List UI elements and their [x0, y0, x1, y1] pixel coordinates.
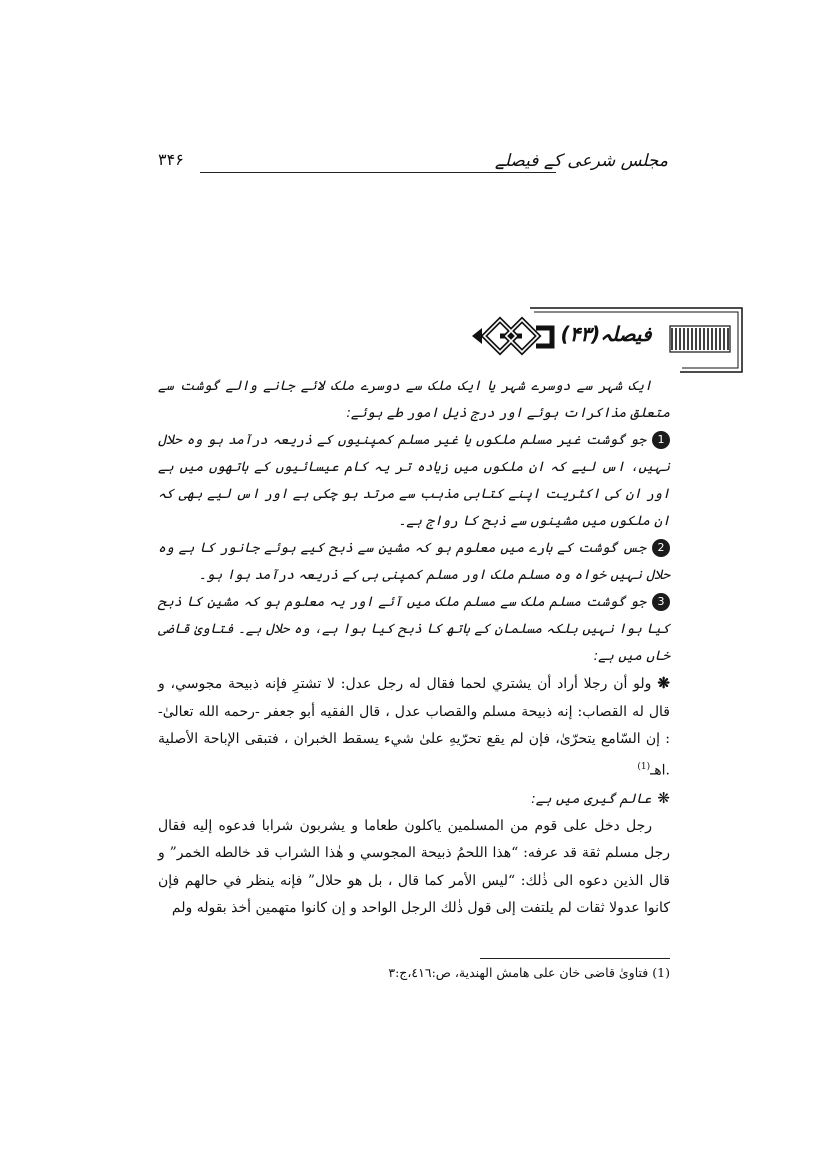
- point-2-text: جس گوشت کے بارے میں معلوم ہو کہ مشین سے ذبح کیے ہوئے جانور کا ہے وہ حلال نہیں خواہ وہ مسلم ملک اور مسلم کمپنی ہی کے ذریعہ درآمد ہوا ہو۔: [158, 540, 670, 583]
- decision-heading: فیصلہ(۴۳): [560, 322, 652, 346]
- alamgiri-label-text: عالم گیری میں ہے:: [531, 790, 652, 807]
- quote-qazi-khan-text: ولو أن رجلا أراد أن يشتري لحما فقال له رجل عدل: لا تشترِ فإنه ذبيحة مجوسي، و قال له القصاب: إنه ذبيحة مسلم والقصاب عدل ، قال الفقيه أبو جعفر -رحمه الله تعالىٰ- : إن السّامع يتحرّىٰ، فإن لم يقع تحرّيهِ علىٰ شيء يسقط الخبران ، فتبقى الإباحة الأصلية .اهـ: [158, 676, 670, 779]
- asterism-icon: ❋: [657, 674, 670, 692]
- page-body: [158, 373, 670, 923]
- quote-alamgiri: رجل دخل على قوم من المسلمين ياكلون طعاما و يشربون شرابا فدعوه إليه فقال رجل مسلم ثقة قد عرفه: “هذا اللحمُ ذبيحة المجوسي و هٰذا الشراب قد خالطه الخمر” و قال الذين دعوه الى ذٰلك: “ليس الأمر كما قال ، بل هو حلال” فإنه ينظر في حالهم فإن كانوا عدولا ثقات لم يلتفت إلى قول ذٰلك الرجل الواحد و إن كانوا متهمين أخذ بقوله ولم: [158, 817, 670, 917]
- point-number-badge: 1: [652, 431, 670, 449]
- book-title: مجلس شرعی کے فیصلے: [494, 151, 668, 171]
- footnote: [158, 962, 670, 984]
- header-rule: [200, 172, 556, 173]
- footnote-divider: [480, 958, 670, 959]
- section-banner: [470, 306, 744, 374]
- point-2: [158, 535, 670, 589]
- running-header: [158, 148, 668, 180]
- quote-qazi-khan: [158, 670, 670, 785]
- alamgiri-label: [158, 785, 670, 813]
- page-number: ۳۴۶: [158, 150, 184, 169]
- point-1-text: جو گوشت غیر مسلم ملکوں یا غیر مسلم کمپنیوں کے ذریعہ درآمد ہو وہ حلال نہیں، اس لیے کہ ان ملکوں میں زیادہ تر یہ کام عیسائیوں کے ہاتھوں میں ہے اور ان کی اکثریت اپنے کتابی مذہب سے مرتد ہو چکی ہے اور اس لیے بھی کہ ان ملکوں میں مشینوں سے ذبح کا رواج ہے۔: [158, 432, 670, 529]
- point-3-text: جو گوشت مسلم ملک سے مسلم ملک میں آئے اور یہ معلوم ہو کہ مشین کا ذبح کیا ہوا نہیں بلکہ مسلمان کے ہاتھ کا ذبح کیا ہوا ہے، وہ حلال ہے۔ فتاویٰ قاضی خاں میں ہے:: [158, 594, 670, 664]
- point-3: [158, 589, 670, 670]
- point-number-badge: 3: [652, 593, 670, 611]
- intro-paragraph: ایک شہر سے دوسرے شہر یا ایک ملک سے دوسرے ملک لائے جانے والے گوشت سے متعلق مذاکرات ہوئے اور درج ذیل امور طے ہوئے:: [158, 378, 670, 421]
- asterism-icon: ❋: [657, 788, 670, 807]
- footnote-marker: (1): [652, 965, 670, 980]
- footnote-text: فتاوىٰ قاضى خان على هامش الهندية، ص:٤١٦،ج:٣: [388, 965, 649, 980]
- point-1: [158, 427, 670, 535]
- point-number-badge: 2: [652, 539, 670, 557]
- footnote-ref[interactable]: (1): [637, 761, 651, 772]
